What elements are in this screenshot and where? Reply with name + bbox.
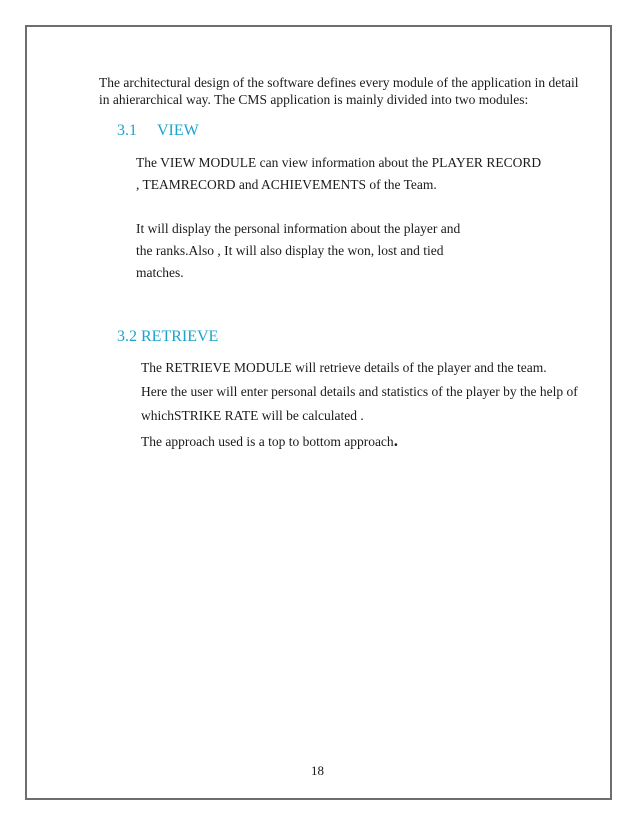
section-retrieve-heading: 3.2 RETRIEVE — [117, 328, 219, 345]
section-view-title: VIEW — [157, 122, 199, 139]
view-paragraph-1-line-2: , TEAMRECORD and ACHIEVEMENTS of the Team. — [136, 177, 437, 192]
page-number: 18 — [311, 763, 324, 778]
retrieve-line-4-period: . — [393, 431, 398, 450]
retrieve-line-4-text: The approach used is a top to bottom approach — [141, 434, 394, 449]
intro-line-1: The architectural design of the software defines every module of the application in detail — [99, 75, 579, 90]
intro-line-2: in ahierarchical way. The CMS application is mainly divided into two modules: — [99, 92, 529, 107]
retrieve-line-2: Here the user will enter personal details and statistics of the player by the help of — [141, 384, 578, 399]
view-paragraph-2-line-3: matches. — [136, 265, 184, 280]
retrieve-line-4 — [141, 432, 398, 450]
view-paragraph-2-line-1: It will display the personal information about the player and — [136, 221, 461, 236]
view-paragraph-1-line-1: The VIEW MODULE can view information about the PLAYER RECORD — [136, 155, 542, 170]
retrieve-line-1: The RETRIEVE MODULE will retrieve details of the player and the team. — [141, 360, 547, 375]
section-view-number: 3.1 — [117, 122, 137, 139]
retrieve-line-3: whichSTRIKE RATE will be calculated . — [141, 408, 364, 423]
view-paragraph-2-line-2: the ranks.Also , It will also display the won, lost and tied — [136, 243, 444, 258]
